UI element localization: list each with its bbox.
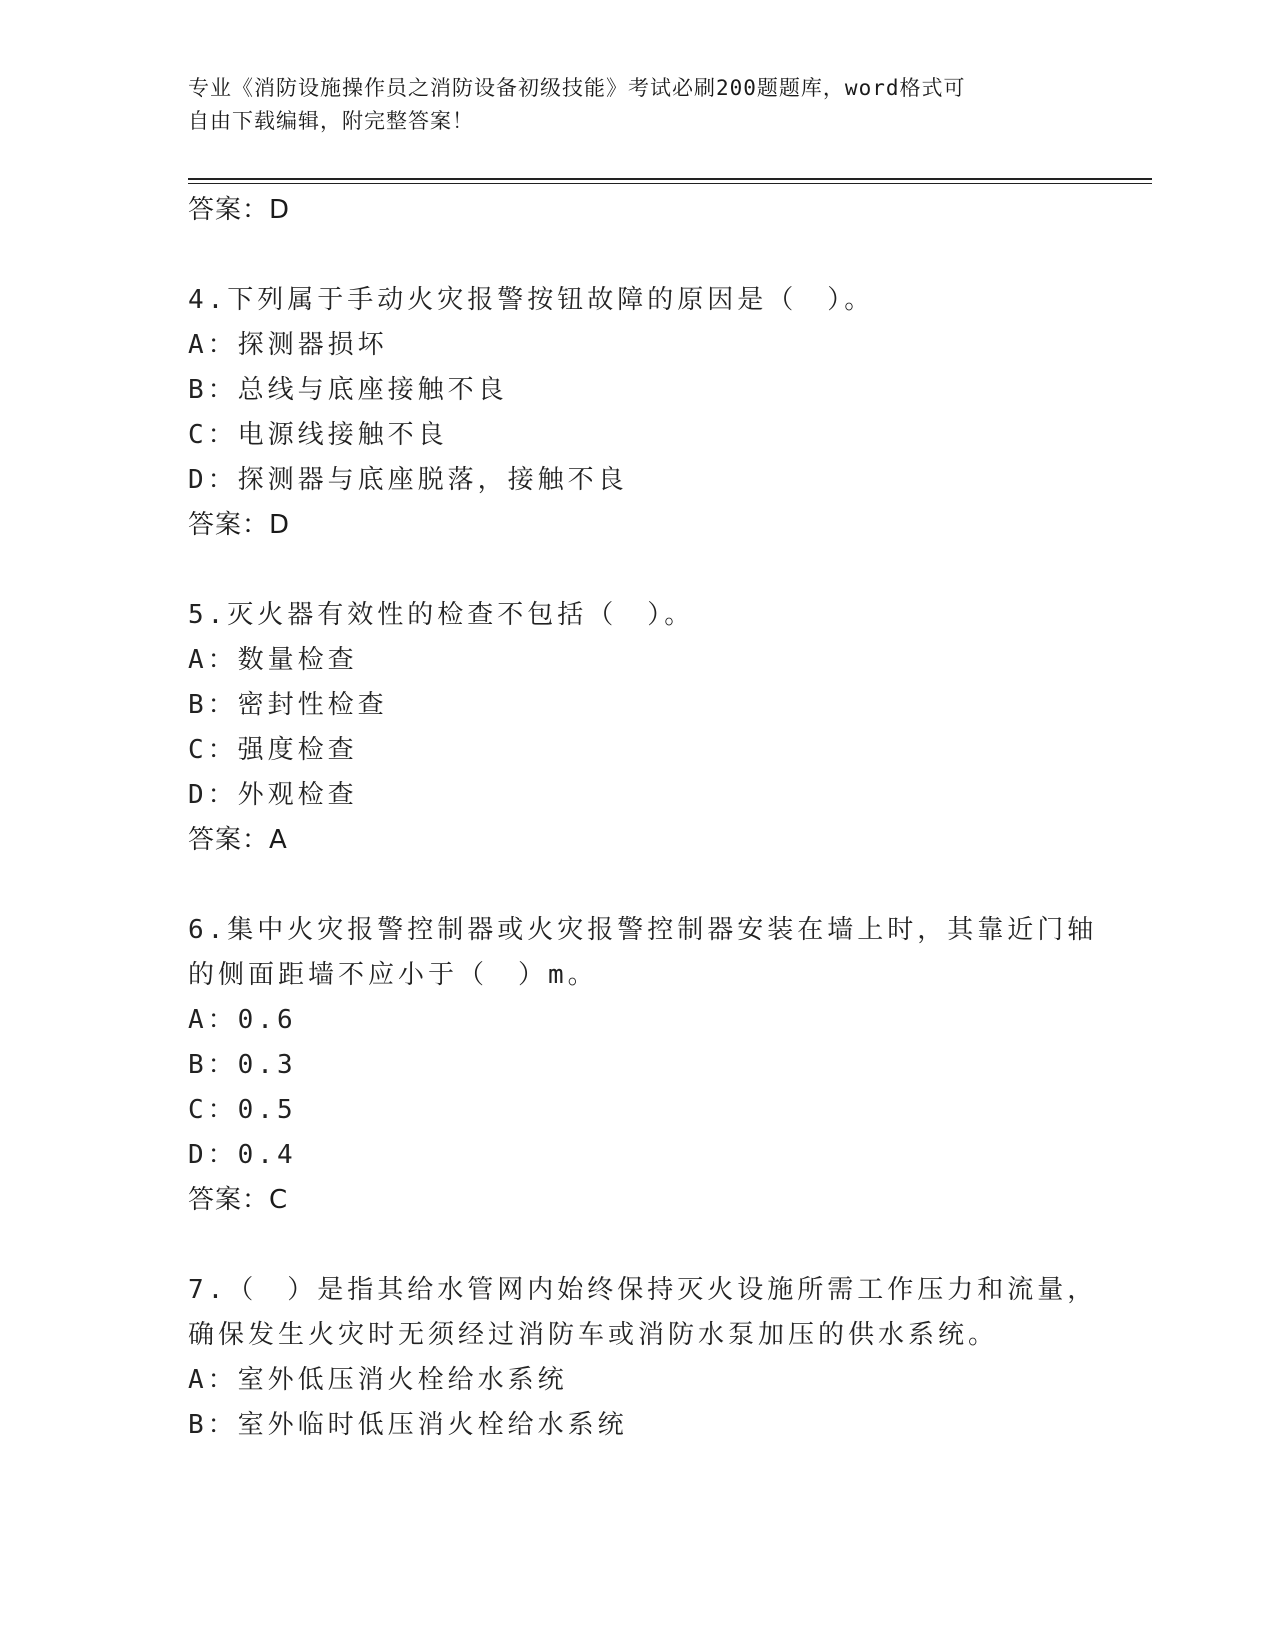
spacer — [188, 548, 1068, 593]
option-a: A：数量检查 — [188, 645, 358, 675]
option-a: A：0.6 — [188, 1005, 297, 1035]
question-item — [188, 278, 1068, 548]
header-line-1: 专业《消防设施操作员之消防设备初级技能》考试必刷200题题库，word格式可 — [188, 76, 966, 100]
option-d: D：探测器与底座脱落，接触不良 — [188, 465, 628, 495]
header-divider-thick — [188, 178, 1152, 180]
answer-line: 答案：C — [188, 1185, 289, 1215]
question-item — [188, 1268, 1098, 1448]
option-c: C：0.5 — [188, 1095, 297, 1125]
question-stem: 4.下列属于手动火灾报警按钮故障的原因是（ ）。 — [188, 285, 875, 315]
option-c: C：电源线接触不良 — [188, 420, 448, 450]
question-list — [188, 188, 1098, 1448]
option-c: C：强度检查 — [188, 735, 358, 765]
spacer — [188, 233, 1068, 278]
spacer — [188, 863, 1068, 908]
question-stem-line-1: 6.集中火灾报警控制器或火灾报警控制器安装在墙上时，其靠近门轴 — [188, 915, 1098, 945]
answer-line: 答案：D — [188, 195, 291, 225]
option-d: D：外观检查 — [188, 780, 358, 810]
question-item — [188, 908, 1098, 1223]
option-a: A：探测器损坏 — [188, 330, 388, 360]
question-stem-line-1: 7.（ ）是指其给水管网内始终保持灭火设施所需工作压力和流量， — [188, 1275, 1098, 1305]
option-d: D：0.4 — [188, 1140, 297, 1170]
answer-line: 答案：D — [188, 510, 291, 540]
option-b: B：0.3 — [188, 1050, 297, 1080]
option-b: B：室外临时低压消火栓给水系统 — [188, 1410, 628, 1440]
header-line-2: 自由下载编辑，附完整答案！ — [188, 109, 474, 133]
question-stem: 5.灭火器有效性的检查不包括（ ）。 — [188, 600, 695, 630]
document-header — [188, 72, 1068, 138]
spacer — [188, 1223, 1068, 1268]
question-stem-line-2: 确保发生火灾时无须经过消防车或消防水泵加压的供水系统。 — [188, 1320, 999, 1350]
option-b: B：密封性检查 — [188, 690, 388, 720]
answer-line: 答案：A — [188, 825, 288, 855]
question-stem-line-2: 的侧面距墙不应小于（ ）m。 — [188, 960, 598, 990]
question-item — [188, 593, 1068, 863]
header-divider-thin — [188, 183, 1152, 184]
option-b: B：总线与底座接触不良 — [188, 375, 508, 405]
option-a: A：室外低压消火栓给水系统 — [188, 1365, 568, 1395]
